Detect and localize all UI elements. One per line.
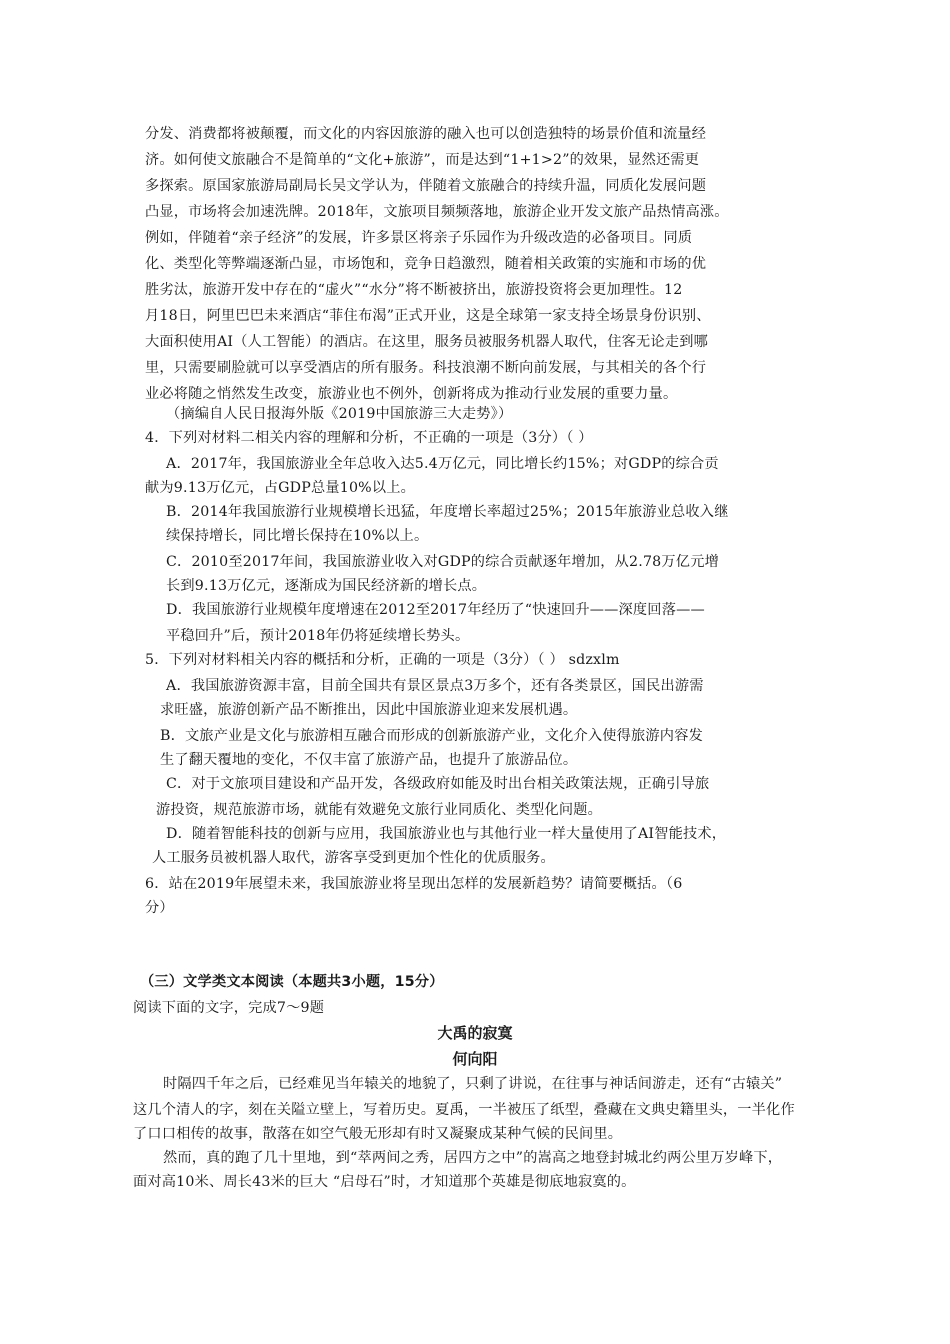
question-5-option-c-cont: 游投资，规范旅游市场，就能有效避免文旅行业同质化、类型化问题。 <box>156 802 603 818</box>
question-6-stem-cont: 分） <box>145 900 174 916</box>
question-4-option-d: D．我国旅游行业规模年度增速在2012至2017年经历了“快速回升——深度回落—— <box>166 602 705 618</box>
paragraph-1-line: 了口口相传的故事，散落在如空气般无形却有时又凝聚成某种气候的民间里。 <box>133 1126 623 1142</box>
question-4-option-b: B．2014年我国旅游行业规模增长迅猛，年度增长率超过25%；2015年旅游业总收入继 <box>166 504 729 520</box>
question-5-option-d: D．随着智能科技的创新与应用，我国旅游业也与其他行业一样大量使用了AI智能技术， <box>166 826 727 842</box>
question-6-stem: 6．站在2019年展望未来，我国旅游业将呈现出怎样的发展新趋势？请简要概括。（6 <box>145 876 683 892</box>
question-4-option-d-cont: 平稳回升”后，预计2018年仍将延续增长势头。 <box>166 628 470 644</box>
material-line: 凸显，市场将会加速洗牌。2018年，文旅项目频频落地，旅游企业开发文旅产品热情高涨。 <box>145 204 729 220</box>
article-author: 何向阳 <box>452 1050 498 1068</box>
question-4-option-a: A．2017年，我国旅游业全年总收入达5.4万亿元，同比增长约15%；对GDP的综合贡 <box>166 456 719 472</box>
paragraph-1-line: 时隔四千年之后，已经难见当年辕关的地貌了，只剩了讲说，在往事与神话间游走，还有“古辕关” <box>163 1076 783 1092</box>
paragraph-2-line: 然而，真的跑了几十里地，到“萃两间之秀，居四方之中”的嵩高之地登封城北约两公里万岁峰下， <box>163 1150 783 1166</box>
paragraph-1-line: 这几个清人的字，刻在关隘立壁上，写着历史。夏禹，一半被压了纸型，叠藏在文典史籍里头，一半化作 <box>133 1102 795 1118</box>
question-4-option-b-cont: 续保持增长，同比增长保持在10%以上。 <box>166 528 429 544</box>
question-4-stem: 4．下列对材料二相关内容的理解和分析，不正确的一项是（3分）（ ） <box>145 430 593 446</box>
material-line: 胜劣汰，旅游开发中存在的“虚火”“水分”将不断被挤出，旅游投资将会更加理性。12 <box>145 282 683 298</box>
material-line: 大面积使用AI（人工智能）的酒店。在这里，服务员被服务机器人取代，住客无论走到哪 <box>145 334 708 350</box>
question-5-option-b: B．文旅产业是文化与旅游相互融合而形成的创新旅游产业，文化介入使得旅游内容发 <box>160 728 703 744</box>
material-line: 例如，伴随着“亲子经济”的发展，许多景区将亲子乐园作为升级改造的必备项目。同质 <box>145 230 693 246</box>
question-5-option-c: C．对于文旅项目建设和产品开发，各级政府如能及时出台相关政策法规，正确引导旅 <box>166 776 710 792</box>
question-4-option-c-cont: 长到9.13万亿元，逐渐成为国民经济新的增长点。 <box>166 578 487 594</box>
material-line: 分发、消费都将被颠覆，而文化的内容因旅游的融入也可以创造独特的场景价值和流量经 <box>145 126 707 142</box>
question-5-option-a: A．我国旅游资源丰富，目前全国共有景区景点3万多个，还有各类景区，国民出游需 <box>166 678 704 694</box>
source-note: （摘编自人民日报海外版《2019中国旅游三大走势》） <box>166 406 513 422</box>
question-4-option-c: C．2010至2017年间，我国旅游业收入对GDP的综合贡献逐年增加，从2.78万亿元增 <box>166 554 719 570</box>
material-line: 多探索。原国家旅游局副局长吴文学认为，伴随着文旅融合的持续升温，同质化发展问题 <box>145 178 707 194</box>
question-5-option-d-cont: 人工服务员被机器人取代，游客享受到更加个性化的优质服务。 <box>152 850 555 866</box>
section-instruction: 阅读下面的文字，完成7～9题 <box>133 1000 325 1016</box>
material-line: 化、类型化等弊端逐渐凸显，市场饱和，竞争日趋激烈，随着相关政策的实施和市场的优 <box>145 256 707 272</box>
article-title: 大禹的寂寞 <box>437 1024 513 1042</box>
material-line: 月18日，阿里巴巴未来酒店“菲住布渴”正式开业，这是全球第一家支持全场景身份识别、 <box>145 308 711 324</box>
paragraph-2-line: 面对高10米、周长43米的巨大 “启母石”时，才知道那个英雄是彻底地寂寞的。 <box>133 1174 636 1190</box>
question-4-option-a-cont: 献为9.13万亿元，占GDP总量10%以上。 <box>145 480 416 496</box>
question-5-option-b-cont: 生了翻天覆地的变化，不仅丰富了旅游产品，也提升了旅游品位。 <box>160 752 578 768</box>
question-5-option-a-cont: 求旺盛，旅游创新产品不断推出，因此中国旅游业迎来发展机遇。 <box>160 702 578 718</box>
material-line: 业必将随之悄然发生改变，旅游业也不例外，创新将成为推动行业发展的重要力量。 <box>145 386 678 402</box>
material-line: 济。如何使文旅融合不是简单的“文化+旅游”，而是达到“1+1>2”的效果，显然还需更 <box>145 152 700 168</box>
question-5-stem: 5．下列对材料相关内容的概括和分析，正确的一项是（3分）（ ） sdzxlm <box>145 652 620 668</box>
material-line: 里，只需要刷脸就可以享受酒店的所有服务。科技浪潮不断向前发展，与其相关的各个行 <box>145 360 707 376</box>
section-heading: （三）文学类文本阅读（本题共3小题，15分） <box>140 974 444 990</box>
